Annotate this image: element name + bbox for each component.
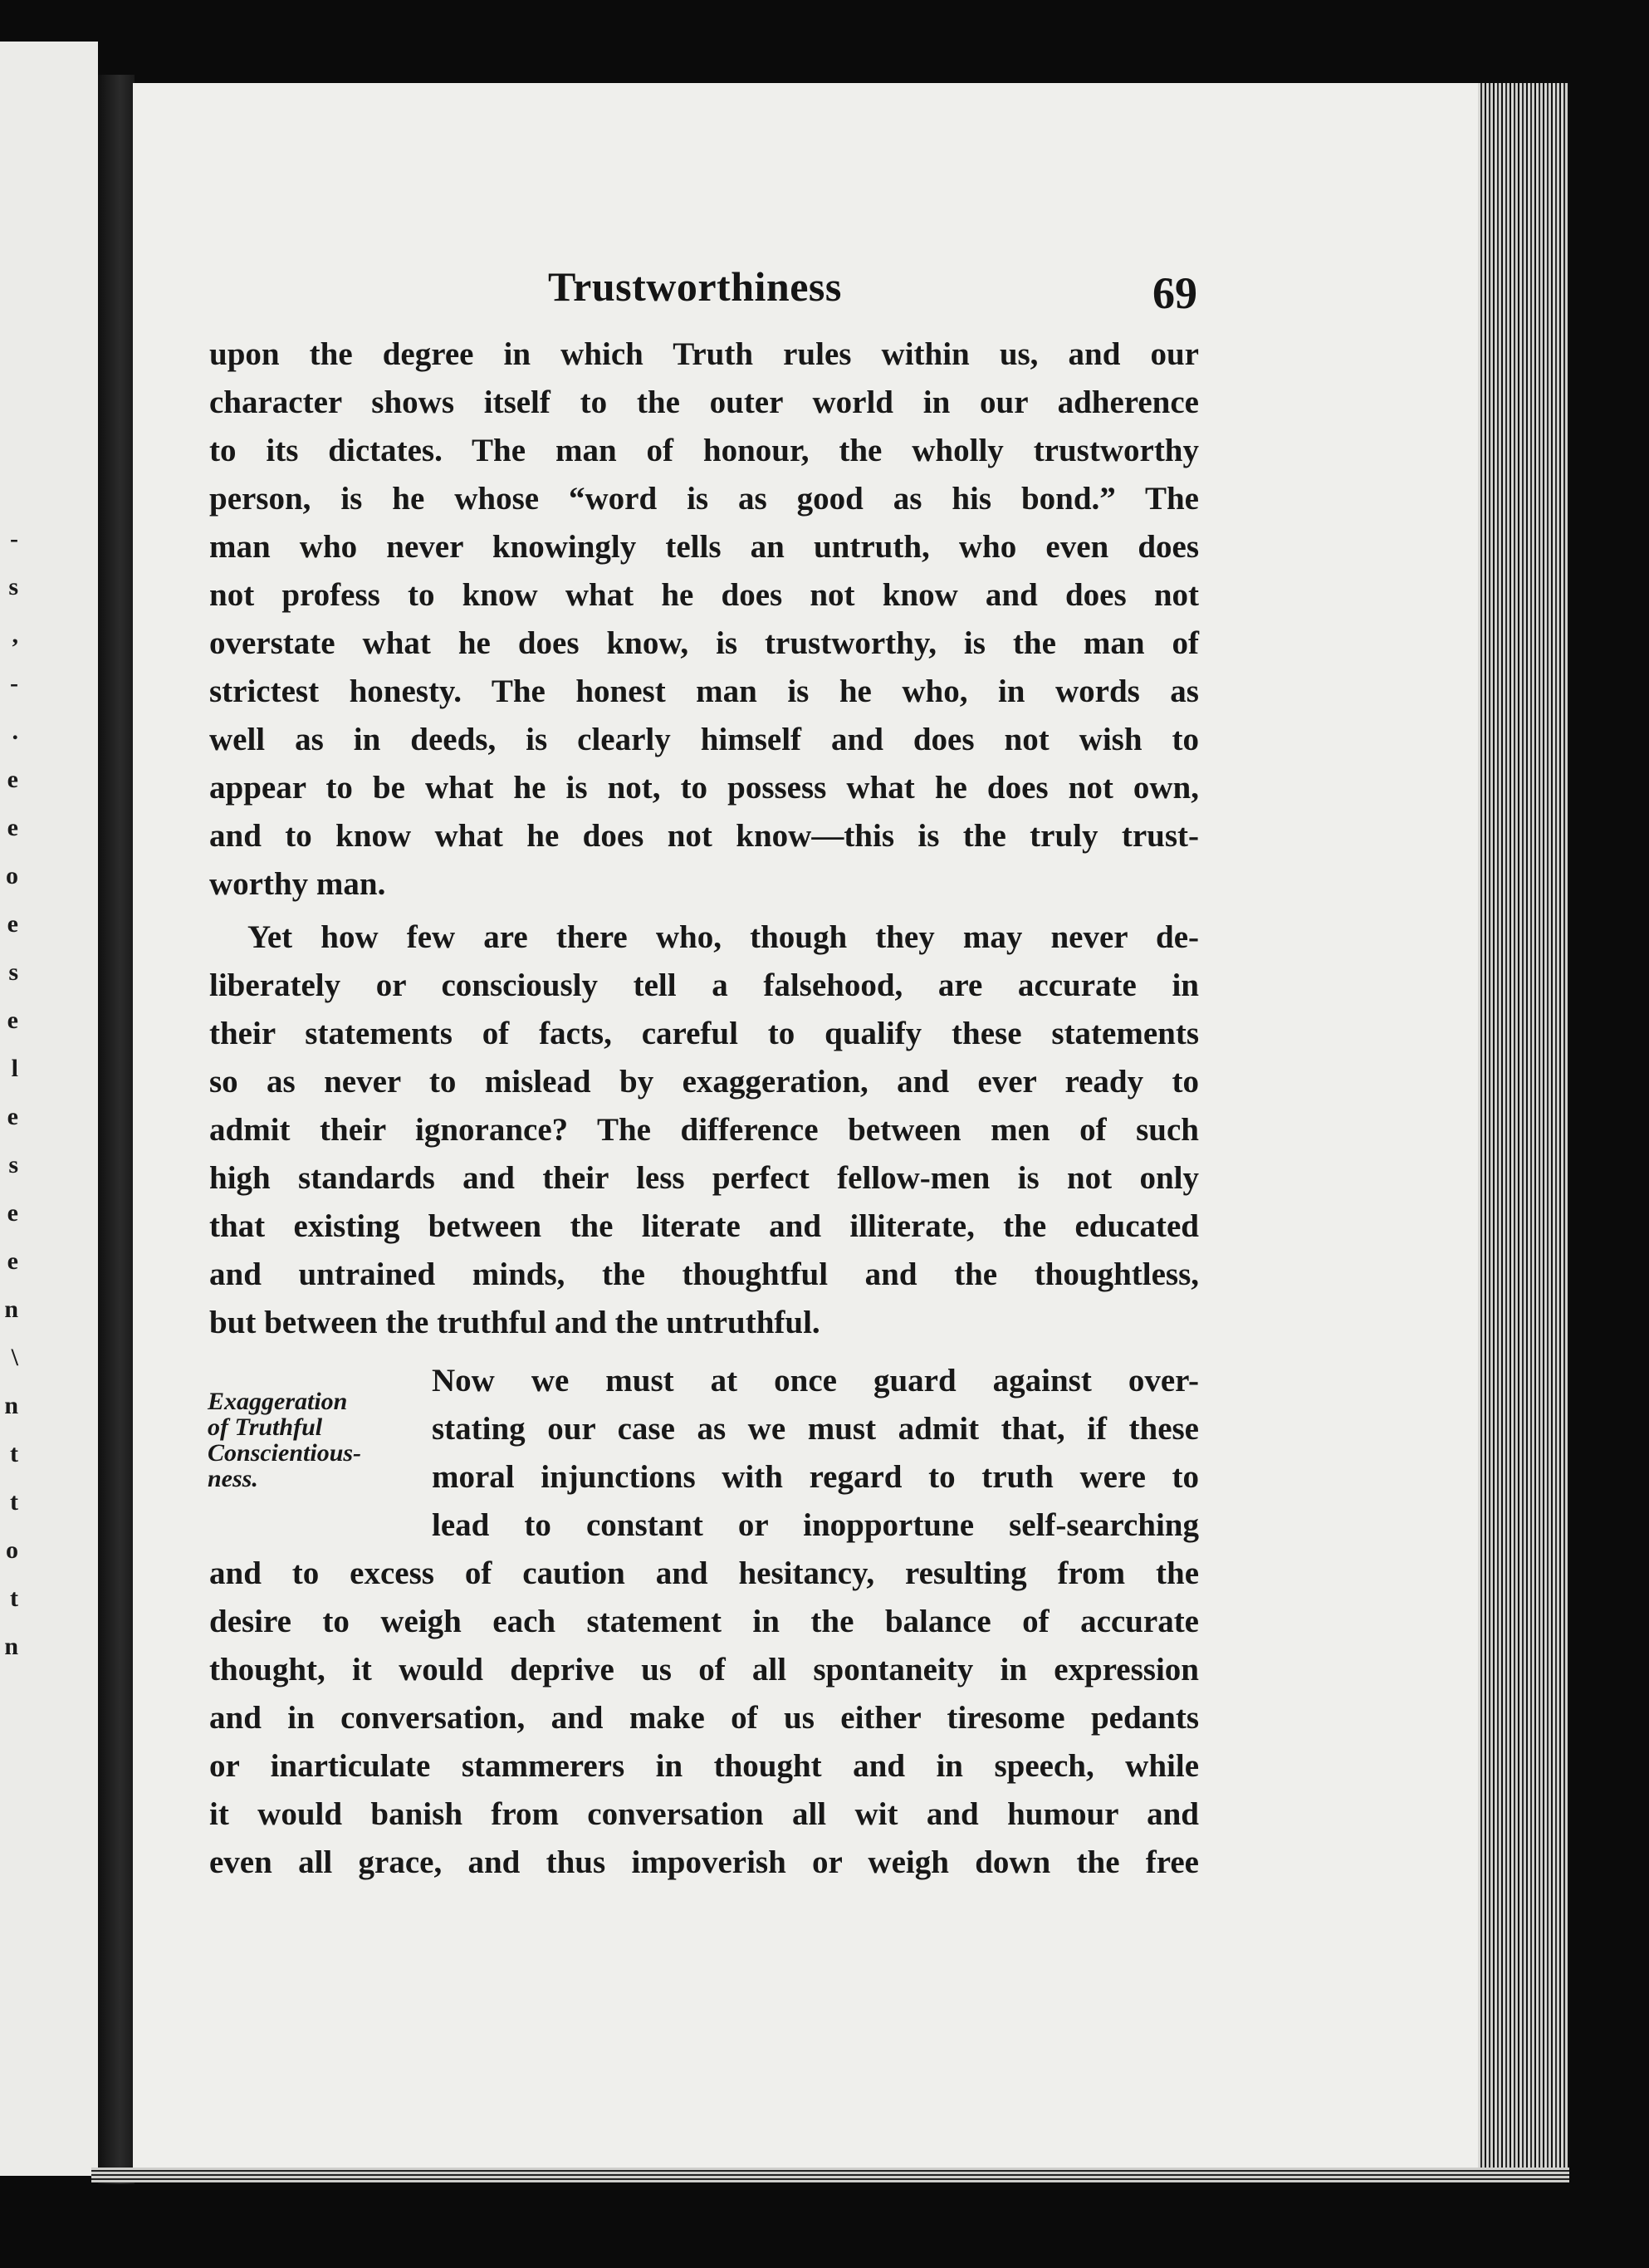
text-line: appear to be what he is not, to possess what he does not own, — [209, 770, 1199, 806]
text-line: lead to constant or inopportune self-searching — [432, 1507, 1199, 1543]
text-line: not profess to know what he does not know and does not — [209, 577, 1199, 613]
previous-page-fragment: s — [8, 1151, 18, 1178]
text-line: person, is he whose “word is as good as his bond.” The — [209, 481, 1199, 517]
previous-page-fragment: s — [8, 958, 18, 986]
marginal-note-line: Conscientious- — [208, 1439, 362, 1467]
text-line: and untrained minds, the thoughtful and the thoughtless, — [209, 1256, 1199, 1292]
previous-page-fragment: - — [10, 669, 18, 697]
text-line: stating our case as we must admit that, if these — [432, 1411, 1199, 1447]
text-line: to its dictates. The man of honour, the wholly trustworthy — [209, 433, 1199, 468]
text-line: so as never to mislead by exaggeration, and ever ready to — [209, 1064, 1199, 1100]
marginal-note-line: of Truthful — [208, 1413, 323, 1441]
previous-page-fragment: e — [7, 1199, 18, 1227]
text-line: thought, it would deprive us of all spontaneity in expression — [209, 1652, 1199, 1688]
previous-page-fragment: l — [11, 1055, 18, 1082]
text-line: upon the degree in which Truth rules within us, and our — [209, 336, 1199, 372]
text-line: character shows itself to the outer world in our adherence — [209, 385, 1199, 420]
text-line: Yet how few are there who, though they may never de- — [247, 919, 1199, 955]
running-head: Trustworthiness — [548, 263, 842, 310]
previous-page-fragment: n — [4, 1392, 18, 1419]
text-line: admit their ignorance? The difference between men of such — [209, 1112, 1199, 1148]
previous-page-fragment: e — [7, 1103, 18, 1130]
text-line: worthy man. — [209, 866, 386, 902]
previous-page-fragment: - — [10, 525, 18, 552]
previous-page-fragment: \ — [11, 1344, 18, 1371]
text-line: and to know what he does not know—this is the truly trust- — [209, 818, 1199, 854]
previous-page-fragment: e — [7, 814, 18, 841]
previous-page-fragment: e — [7, 910, 18, 938]
text-line: but between the truthful and the untruthful. — [209, 1305, 820, 1340]
previous-page-fragment: n — [4, 1633, 18, 1660]
previous-page-fragment: t — [10, 1440, 18, 1467]
previous-page-fragment: t — [10, 1585, 18, 1612]
previous-page-fragment: e — [7, 1247, 18, 1275]
page-bottom-edge — [91, 2168, 1569, 2182]
text-line: strictest honesty. The honest man is he who, in words as — [209, 674, 1199, 709]
previous-page-fragment: e — [7, 766, 18, 793]
page-number: 69 — [1152, 268, 1197, 318]
previous-page-fragment: e — [7, 1007, 18, 1034]
previous-page-fragment: s — [8, 573, 18, 600]
text-line: even all grace, and thus impoverish or weigh down the free — [209, 1844, 1199, 1880]
text-line: that existing between the literate and illiterate, the educated — [209, 1208, 1199, 1244]
text-line: high standards and their less perfect fellow-men is not only — [209, 1160, 1199, 1196]
text-line: and in conversation, and make of us either tiresome pedants — [209, 1700, 1199, 1736]
marginal-note-line: Exaggeration — [208, 1388, 348, 1415]
text-line: liberately or consciously tell a falsehood, are accurate in — [209, 967, 1199, 1003]
page-fore-edge — [1478, 83, 1569, 2176]
text-line: desire to weigh each statement in the balance of accurate — [209, 1604, 1199, 1639]
marginal-note-line: ness. — [208, 1465, 258, 1492]
previous-page-fragment: . — [12, 718, 18, 745]
text-line: overstate what he does know, is trustworthy, is the man of — [209, 625, 1199, 661]
text-line: or inarticulate stammerers in thought and in speech, while — [209, 1748, 1199, 1784]
previous-page-fragment: t — [10, 1488, 18, 1516]
previous-page-fragments — [0, 515, 18, 1671]
previous-page-fragment: o — [6, 1536, 18, 1564]
text-line: man who never knowingly tells an untruth, who even does — [209, 529, 1199, 565]
text-line: it would banish from conversation all wit and humour and — [209, 1796, 1199, 1832]
book-gutter — [98, 75, 135, 2184]
text-line: and to excess of caution and hesitancy, resulting from the — [209, 1555, 1199, 1591]
previous-page-fragment: n — [4, 1296, 18, 1323]
text-line: their statements of facts, careful to qualify these statements — [209, 1016, 1199, 1051]
previous-page-fragment: o — [6, 862, 18, 889]
text-line: moral injunctions with regard to truth were to — [432, 1459, 1199, 1495]
text-line: Now we must at once guard against over- — [432, 1363, 1199, 1399]
previous-page-fragment: , — [12, 621, 18, 649]
marginal-note — [208, 1389, 361, 1492]
text-line: well as in deeds, is clearly himself and does not wish to — [209, 722, 1199, 757]
